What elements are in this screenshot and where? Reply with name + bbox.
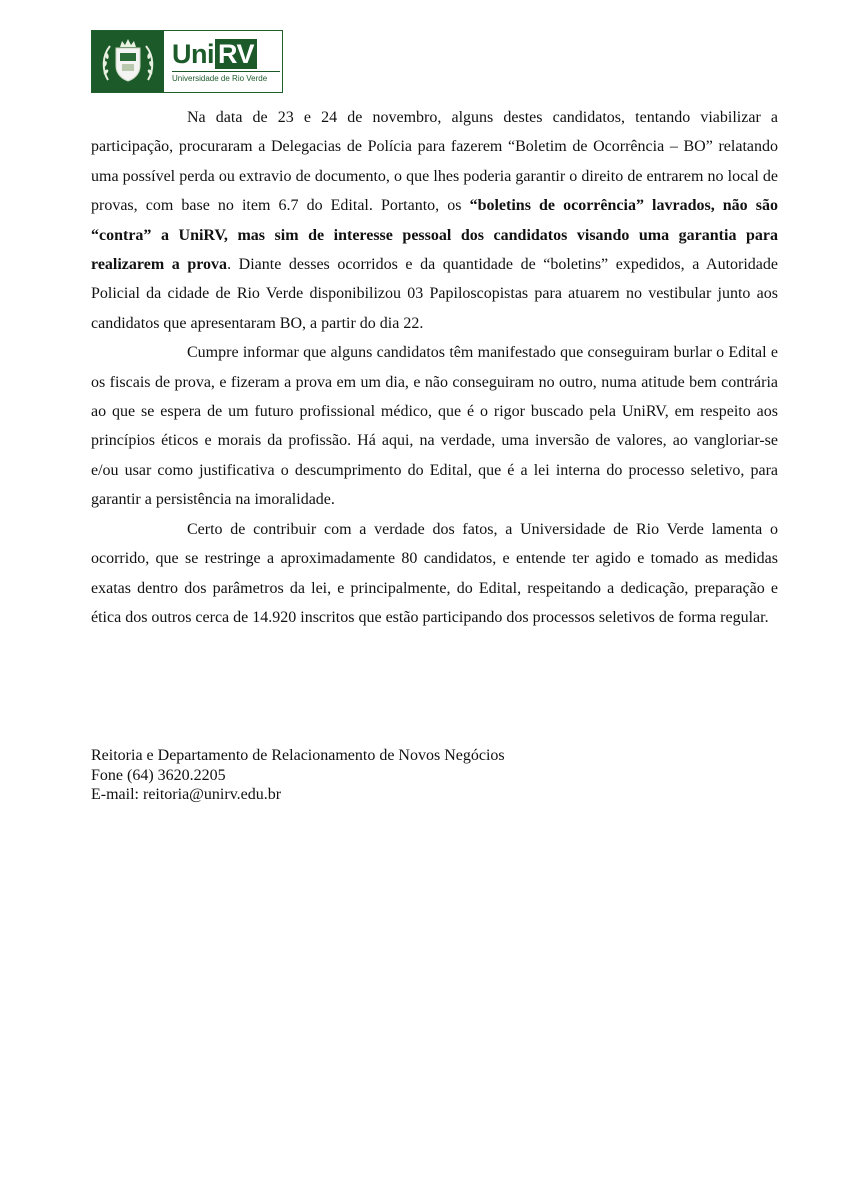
unirv-logo — [91, 30, 283, 93]
footer-email: E-mail: reitoria@unirv.edu.br — [91, 786, 282, 803]
logo-name-part1: Uni — [172, 39, 214, 69]
contact-footer — [91, 746, 691, 805]
logo-subtitle: Universidade de Rio Verde — [172, 71, 280, 83]
document-body — [91, 103, 778, 632]
paragraph-1 — [91, 103, 778, 338]
paragraph-3: Certo de contribuir com a verdade dos fatos, a Universidade de Rio Verde lamenta o ocorrido, que se restringe a aproximadamente 80 candidatos, e entende ter agido e tomado as medidas exatas dentro dos parâmetros da lei, e principalmente, do Edital, respeitando a dedicação, preparação e ética dos outros cerca de 14.920 inscritos que estão participando dos processos seletivos de forma regular. — [91, 520, 778, 626]
paragraph-1-bold: “boletins de ocorrência” lavrados, não são “contra” a UniRV, mas sim de interesse pessoal dos candidatos visando uma garantia para realizarem a prova — [91, 197, 778, 274]
footer-phone: Fone (64) 3620.2205 — [91, 766, 226, 784]
paragraph-1-text-b: . Diante desses ocorridos e da quantidade de “boletins” expedidos, a Autoridade Policial da cidade de Rio Verde disponibilizou 03 Papiloscopistas para atuarem no vestibular junto aos candidatos que apresentaram BO, a partir do dia 22. — [91, 256, 779, 332]
paragraph-2: Cumpre informar que alguns candidatos têm manifestado que conseguiram burlar o Edital e os fiscais de prova, e fizeram a prova em um dia, e não conseguiram no outro, numa atitude bem contrária ao que se espera de um futuro profissional médico, que é o rigor buscado pela UniRV, em respeito aos princípios éticos e morais da profissão. Há aqui, na verdade, uma inversão de valores, ao vangloriar-se e/ou usar como justificativa o descumprimento do Edital, que é a lei interna do processo seletivo, para garantir a persistência na imoralidade. — [91, 344, 778, 509]
logo-wordmark — [172, 40, 282, 68]
logo-text — [164, 31, 282, 92]
paragraph-1-text-a: Na data de 23 e 24 de novembro, alguns destes candidatos, tentando viabilizar a participação, procuraram a Delegacias de Polícia para fazerem “Boletim de Ocorrência – BO” relatando uma possível perda ou extravio de documento, o que lhes poderia garantir o direito de entrarem no local de provas, com base no item 6.7 do Edital. Portanto, os — [91, 109, 778, 215]
logo-name-part2: RV — [215, 39, 257, 69]
university-crest-icon — [92, 31, 164, 92]
footer-department: Reitoria e Departamento de Relacionamento de Novos Negócios — [91, 747, 505, 764]
